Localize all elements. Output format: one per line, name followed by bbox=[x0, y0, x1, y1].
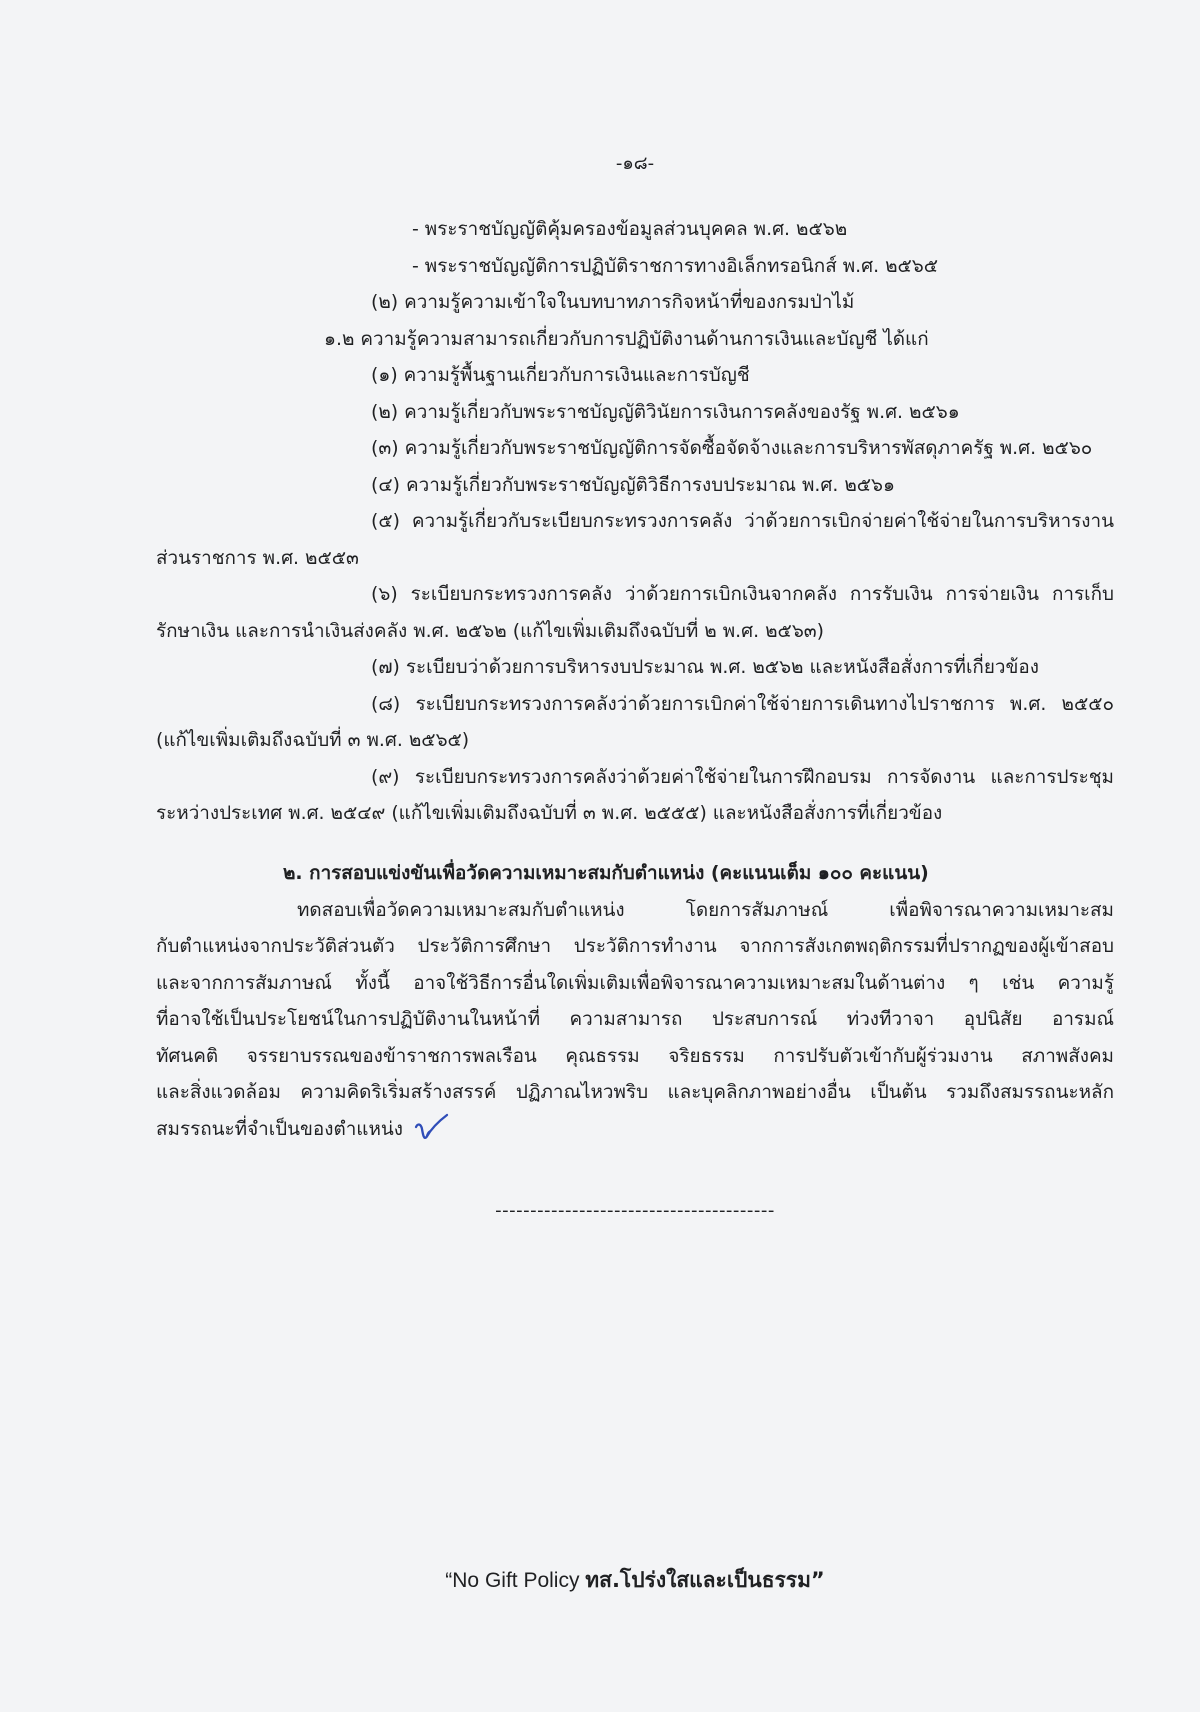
finance-item-9-text-1: (๙) ระเบียบกระทรวงการคลังว่าด้วยค่าใช้จ่ายในการฝึกอบรม การจัดงาน และการประชุม bbox=[371, 765, 1114, 788]
footer-slogan bbox=[156, 1562, 1114, 1598]
section-2-line-3 bbox=[156, 965, 1114, 1002]
law-item-electronic-gov bbox=[156, 248, 1114, 285]
section-2-paragraph bbox=[156, 892, 1114, 1148]
finance-item-2-line-1 bbox=[156, 394, 1114, 431]
finance-item-6 bbox=[156, 576, 1114, 649]
finance-item-8-line-2 bbox=[156, 722, 1114, 759]
finance-item-9 bbox=[156, 759, 1114, 832]
knowledge-item-2 bbox=[156, 284, 1114, 321]
section-2-text-6: และสิ่งแวดล้อม ความคิดริเริ่มสร้างสรรค์ ปฏิภาณไหวพริบ และบุคลิกภาพอย่างอื่น เป็นต้น รวมถึงสมรรถนะหลัก bbox=[156, 1081, 1114, 1103]
footer-slogan-thai: ทส.โปร่งใสและเป็นธรรม” bbox=[585, 1568, 825, 1592]
finance-item-7-text-1: (๗) ระเบียบว่าด้วยการบริหารงบประมาณ พ.ศ. ๒๕๖๒ และหนังสือสั่งการที่เกี่ยวข้อง bbox=[371, 656, 1039, 678]
end-separator: ---------------------------------------- bbox=[495, 1200, 775, 1221]
finance-item-8 bbox=[156, 686, 1114, 759]
knowledge-item-2-text: (๒) ความรู้ความเข้าใจในบทบาทภารกิจหน้าที่ของกรมป่าไม้ bbox=[371, 291, 855, 313]
document-body bbox=[156, 211, 1114, 1229]
section-2-text-4: ที่อาจใช้เป็นประโยชน์ในการปฏิบัติงานในหน้าที่ ความสามารถ ประสบการณ์ ท่วงทีวาจา อุปนิสัย อารมณ์ bbox=[156, 1008, 1114, 1030]
section-2-text-7: สมรรถนะที่จำเป็นของตำแหน่ง bbox=[156, 1117, 403, 1140]
finance-item-4-line-1 bbox=[156, 467, 1114, 504]
handwritten-check-mark-icon bbox=[413, 1112, 451, 1144]
law-item-personal-data bbox=[156, 211, 1114, 248]
finance-item-6-line-2 bbox=[156, 613, 1114, 650]
finance-item-6-text-1: (๖) ระเบียบกระทรวงการคลัง ว่าด้วยการเบิกเงินจากคลัง การรับเงิน การจ่ายเงิน การเก็บ bbox=[371, 583, 1114, 605]
law-item-personal-data-text: - พระราชบัญญัติคุ้มครองข้อมูลส่วนบุคคล พ.ศ. ๒๕๖๒ bbox=[412, 218, 848, 240]
section-1-2-heading bbox=[156, 321, 1114, 358]
finance-item-5-text-1: (๕) ความรู้เกี่ยวกับระเบียบกระทรวงการคลัง ว่าด้วยการเบิกจ่ายค่าใช้จ่ายในการบริหารงาน bbox=[371, 510, 1114, 532]
finance-item-9-line-1 bbox=[156, 759, 1114, 796]
finance-item-4-text-1: (๔) ความรู้เกี่ยวกับพระราชบัญญัติวิธีการงบประมาณ พ.ศ. ๒๕๖๑ bbox=[371, 473, 896, 496]
finance-item-2 bbox=[156, 394, 1114, 431]
section-2-text-5: ทัศนคติ จรรยาบรรณของข้าราชการพลเรือน คุณธรรม จริยธรรม การปรับตัวเข้ากับผู้ร่วมงาน สภาพสังคม bbox=[156, 1044, 1114, 1067]
finance-item-8-text-1: (๘) ระเบียบกระทรวงการคลังว่าด้วยการเบิกค่าใช้จ่ายการเดินทางไปราชการ พ.ศ. ๒๕๕๐ bbox=[371, 692, 1114, 715]
finance-item-5-text-2: ส่วนราชการ พ.ศ. ๒๕๕๓ bbox=[156, 546, 359, 569]
finance-item-1-text-1: (๑) ความรู้พื้นฐานเกี่ยวกับการเงินและการบัญชี bbox=[371, 364, 750, 386]
finance-item-7 bbox=[156, 649, 1114, 686]
finance-item-9-text-2: ระหว่างประเทศ พ.ศ. ๒๕๔๙ (แก้ไขเพิ่มเติมถึงฉบับที่ ๓ พ.ศ. ๒๕๕๕) และหนังสือสั่งการที่เกี่ยวข้อง bbox=[156, 802, 943, 824]
section-2-heading-text: ๒. การสอบแข่งขันเพื่อวัดความเหมาะสมกับตำแหน่ง (คะแนนเต็ม ๑๐๐ คะแนน) bbox=[283, 862, 929, 884]
finance-item-1 bbox=[156, 357, 1114, 394]
finance-item-3-line-1 bbox=[156, 430, 1114, 467]
finance-item-2-text-1: (๒) ความรู้เกี่ยวกับพระราชบัญญัติวินัยการเงินการคลังของรัฐ พ.ศ. ๒๕๖๑ bbox=[371, 400, 960, 423]
finance-item-9-line-2 bbox=[156, 795, 1114, 832]
footer-slogan-english: “No Gift Policy bbox=[445, 1569, 586, 1592]
finance-item-5-line-2 bbox=[156, 540, 1114, 577]
finance-item-4 bbox=[156, 467, 1114, 504]
finance-item-5-line-1 bbox=[156, 503, 1114, 540]
finance-item-3-text-1: (๓) ความรู้เกี่ยวกับพระราชบัญญัติการจัดซื้อจัดจ้างและการบริหารพัสดุภาครัฐ พ.ศ. ๒๕๖๐ bbox=[371, 437, 1093, 459]
section-2-line-6 bbox=[156, 1074, 1114, 1111]
finance-item-8-line-1 bbox=[156, 686, 1114, 723]
finance-item-3 bbox=[156, 430, 1114, 467]
finance-item-1-line-1 bbox=[156, 357, 1114, 394]
finance-item-7-line-1 bbox=[156, 649, 1114, 686]
section-2-heading bbox=[156, 855, 1114, 892]
page-number: -๑๘- bbox=[615, 153, 655, 174]
section-2-line-5 bbox=[156, 1038, 1114, 1075]
section-2-line-2 bbox=[156, 928, 1114, 965]
finance-item-5 bbox=[156, 503, 1114, 576]
section-2-text-2: กับตำแหน่งจากประวัติส่วนตัว ประวัติการศึกษา ประวัติการทำงาน จากการสังเกตพฤติกรรมที่ปรากฏของผู้เข้าสอบ bbox=[156, 935, 1114, 957]
section-2-line-7 bbox=[156, 1111, 1114, 1148]
law-item-electronic-gov-text: - พระราชบัญญัติการปฏิบัติราชการทางอิเล็กทรอนิกส์ พ.ศ. ๒๕๖๕ bbox=[412, 254, 939, 277]
finance-item-8-text-2: (แก้ไขเพิ่มเติมถึงฉบับที่ ๓ พ.ศ. ๒๕๖๕) bbox=[156, 729, 470, 751]
finance-item-6-text-2: รักษาเงิน และการนำเงินส่งคลัง พ.ศ. ๒๕๖๒ (แก้ไขเพิ่มเติมถึงฉบับที่ ๒ พ.ศ. ๒๕๖๓) bbox=[156, 619, 825, 642]
section-2-text-3: และจากการสัมภาษณ์ ทั้งนี้ อาจใช้วิธีการอื่นใดเพิ่มเติมเพื่อพิจารณาความเหมาะสมในด้านต่าง ๆ เช่น ความรู้ bbox=[156, 971, 1114, 994]
section-2-line-4 bbox=[156, 1001, 1114, 1038]
section-2-line-1 bbox=[156, 892, 1114, 929]
section-2-text-1: ทดสอบเพื่อวัดความเหมาะสมกับตำแหน่ง โดยการสัมภาษณ์ เพื่อพิจารณาความเหมาะสม bbox=[297, 898, 1114, 921]
finance-item-6-line-1 bbox=[156, 576, 1114, 613]
section-1-2-heading-text: ๑.๒ ความรู้ความสามารถเกี่ยวกับการปฏิบัติงานด้านการเงินและบัญชี ได้แก่ bbox=[324, 327, 929, 350]
